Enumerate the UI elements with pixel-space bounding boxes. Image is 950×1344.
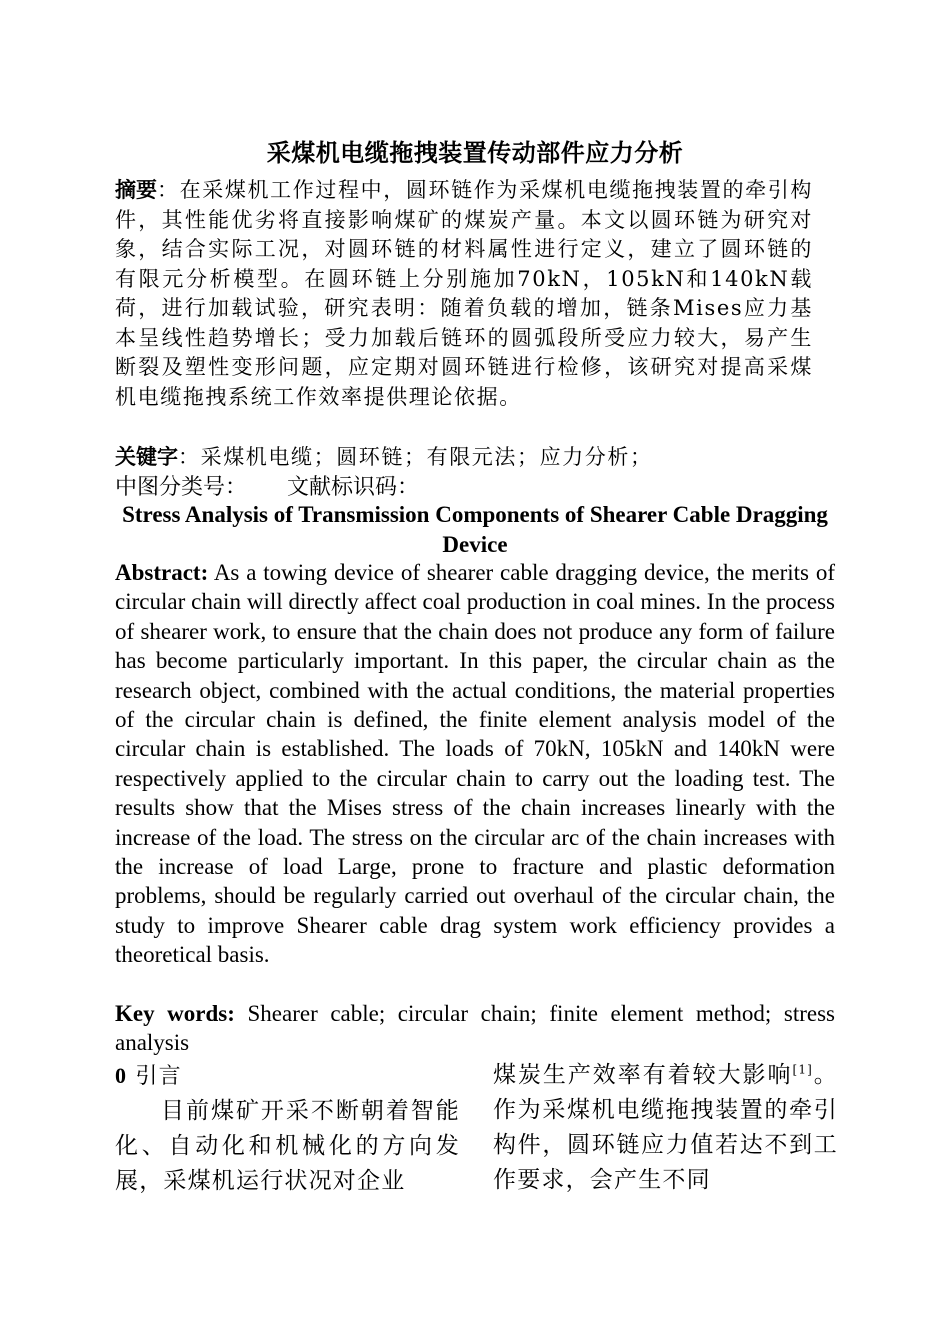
english-keywords-text: Shearer cable; circular chain; finite element method; stress analysis bbox=[115, 1001, 835, 1056]
chinese-abstract-label: 摘要 bbox=[115, 178, 158, 202]
doc-code-label: 文献标识码： bbox=[287, 475, 420, 500]
left-column bbox=[115, 1058, 460, 1199]
section-number: 0 bbox=[115, 1063, 128, 1088]
clc-label: 中图分类号： bbox=[115, 475, 248, 500]
english-keywords bbox=[115, 999, 835, 1058]
reference-marker[interactable]: [1] bbox=[792, 1062, 814, 1077]
classification-line bbox=[115, 470, 419, 501]
chinese-keywords-label: 关键字 bbox=[115, 445, 178, 469]
english-title: Stress Analysis of Transmission Components of Shearer Cable Dragging Device bbox=[122, 502, 828, 557]
section-paragraph-right-a: 煤炭生产效率有着较大影响 bbox=[493, 1062, 793, 1088]
section-paragraph-right-b: 。作为采煤机电缆拖拽装置的牵引构件，圆环链应力值若达不到工作要求，会产生不同 bbox=[493, 1062, 838, 1193]
chinese-title: 采煤机电缆拖拽装置传动部件应力分析 bbox=[266, 139, 684, 167]
chinese-keywords-text: ：采煤机电缆；圆环链；有限元法；应力分析； bbox=[178, 445, 653, 469]
section-heading bbox=[115, 1058, 460, 1094]
english-abstract-text: As a towing device of shearer cable dragging device, the merits of circular chain will directly affect coal production in coal mines. In the process of shearer work, to ensure that the chain does not produce any form of failure has become particularly important. In this paper, the circular chain as the research object, combined with the actual conditions, the material properties of the circular chain is defined, the finite element analysis model of the circular chain is established. The loads of 70kN, 105kN and 140kN were respectively applied to the circular chain to carry out the loading test. The results show that the Mises stress of the chain increases linearly with the increase of the load. The stress on the circular arc of the chain increases with the increase of load Large, prone to fracture and plastic deformation problems, should be regularly carried out overhaul of the circular chain, the study to improve Shearer cable drag system work efficiency provides a theoretical basis. bbox=[115, 560, 835, 968]
english-abstract-label: Abstract: bbox=[115, 560, 209, 585]
chinese-keywords bbox=[115, 441, 653, 471]
section-paragraph-left: 目前煤矿开采不断朝着智能化、自动化和机械化的方向发展，采煤机运行状况对企业 bbox=[115, 1098, 460, 1194]
chinese-abstract bbox=[115, 176, 813, 412]
chinese-abstract-text: ：在采煤机工作过程中，圆环链作为采煤机电缆拖拽装置的牵引构件，其性能优劣将直接影响煤矿的煤炭产量。本文以圆环链为研究对象，结合实际工况，对圆环链的材料属性进行定义，建立了圆环链的有限元分析模型。在圆环链上分别施加70kN，105kN和140kN载荷，进行加载试验，研究表明：随着负载的增加，链条Mises应力基本呈线性趋势增长；受力加载后链环的圆弧段所受应力较大，易产生断裂及塑性变形问题，应定期对圆环链进行检修，该研究对提高采煤机电缆拖拽系统工作效率提供理论依据。 bbox=[115, 178, 813, 409]
section-title: 引言 bbox=[127, 1064, 182, 1089]
english-keywords-label: Key words: bbox=[115, 1001, 235, 1026]
right-column bbox=[493, 1058, 838, 1198]
english-abstract bbox=[115, 558, 835, 970]
